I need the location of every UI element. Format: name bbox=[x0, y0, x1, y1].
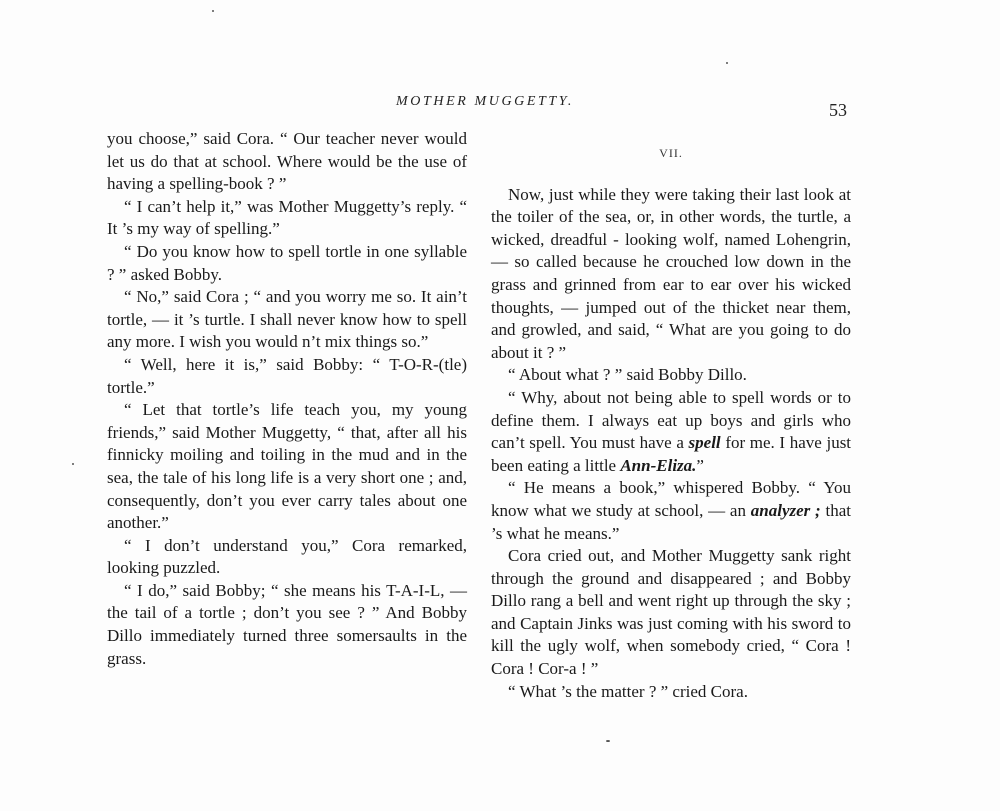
paragraph: “ Well, here it is,” said Bobby: “ T-O-R-(tle) tortle.” bbox=[107, 354, 467, 397]
paragraph: Now, just while they were taking their last look at the toiler of the sea, or, in other words, the turtle, a wicked, dreadful - looking wolf, named Lohengrin, — so called because he crouched low down in the grass and grinned from ear to ear over his wicked thoughts, — jumped out of the thicket near them, and growled, and said, “ What are you going to do about it ? ” bbox=[491, 184, 851, 362]
paragraph: “ What ’s the matter ? ” cried Cora. bbox=[508, 681, 748, 701]
emphasis-ann-eliza: Ann-Eliza. bbox=[620, 455, 697, 475]
paper-speck bbox=[606, 740, 610, 742]
emphasis-spell: spell bbox=[688, 433, 721, 453]
paper-speck bbox=[72, 463, 74, 465]
paper-speck bbox=[212, 10, 214, 12]
paragraph: “ I don’t understand you,” Cora remarked, looking puzzled. bbox=[107, 535, 467, 578]
running-head: MOTHER MUGGETTY. bbox=[396, 94, 574, 109]
paragraph: “ Do you know how to spell tortle in one syllable ? ” asked Bobby. bbox=[107, 241, 467, 284]
left-column bbox=[107, 128, 467, 670]
paragraph: “ I do,” said Bobby; “ she means his T-A-I-L, — the tail of a tortle ; don’t you see ? ” And Bobby Dillo immediately turned three somersaults in the grass. bbox=[107, 580, 467, 668]
paragraph: “ No,” said Cora ; “ and you worry me so. It ain’t tortle, — it ’s turtle. I shall never know how to spell any more. I wish you would n’t mix things so.” bbox=[107, 287, 467, 352]
paragraph: you choose,” said Cora. “ Our teacher never would let us do that at school. Where would be the use of having a spelling-book ? ” bbox=[107, 129, 467, 194]
paragraph bbox=[491, 387, 851, 477]
right-column bbox=[491, 128, 851, 703]
paragraph: Cora cried out, and Mother Muggetty sank right through the ground and disappeared ; and Bobby Dillo rang a bell and went right up through the sky ; and Captain Jinks was just coming with his sword to kill the ugly wolf, when somebody cried, “ Cora ! Cora ! Cor-a ! ” bbox=[491, 546, 851, 679]
paragraph-text: “ Why, about not being able to spell words or to define them. I always eat up boys and girls who can’t spell. You must have a bbox=[491, 387, 851, 453]
paragraph bbox=[491, 477, 851, 545]
page-number: 53 bbox=[829, 100, 847, 120]
paragraph: “ About what ? ” said Bobby Dillo. bbox=[508, 365, 747, 385]
paragraph-text: “ He means a book,” whispered Bobby. “ You know what we study at school, — an bbox=[491, 478, 851, 520]
paragraph-text: for me. I have just been eating a little bbox=[491, 433, 852, 475]
emphasis-analyzer: analyzer ; bbox=[750, 500, 821, 520]
paper-speck bbox=[726, 62, 728, 64]
paragraph: “ I can’t help it,” was Mother Muggetty’s reply. “ It ’s my way of spelling.” bbox=[107, 196, 467, 239]
closing-quote: ” bbox=[696, 455, 704, 475]
paragraph-text: that ’s what he means.” bbox=[491, 500, 852, 543]
paragraph: “ Let that tortle’s life teach you, my young friends,” said Mother Muggetty, “ that, after all his finnicky moiling and toiling in the mud and in the sea, the tale of his long life is a very short one ; and, consequently, don’t you ever carry tales about one another.” bbox=[107, 400, 467, 533]
section-heading: VII. bbox=[659, 146, 683, 160]
